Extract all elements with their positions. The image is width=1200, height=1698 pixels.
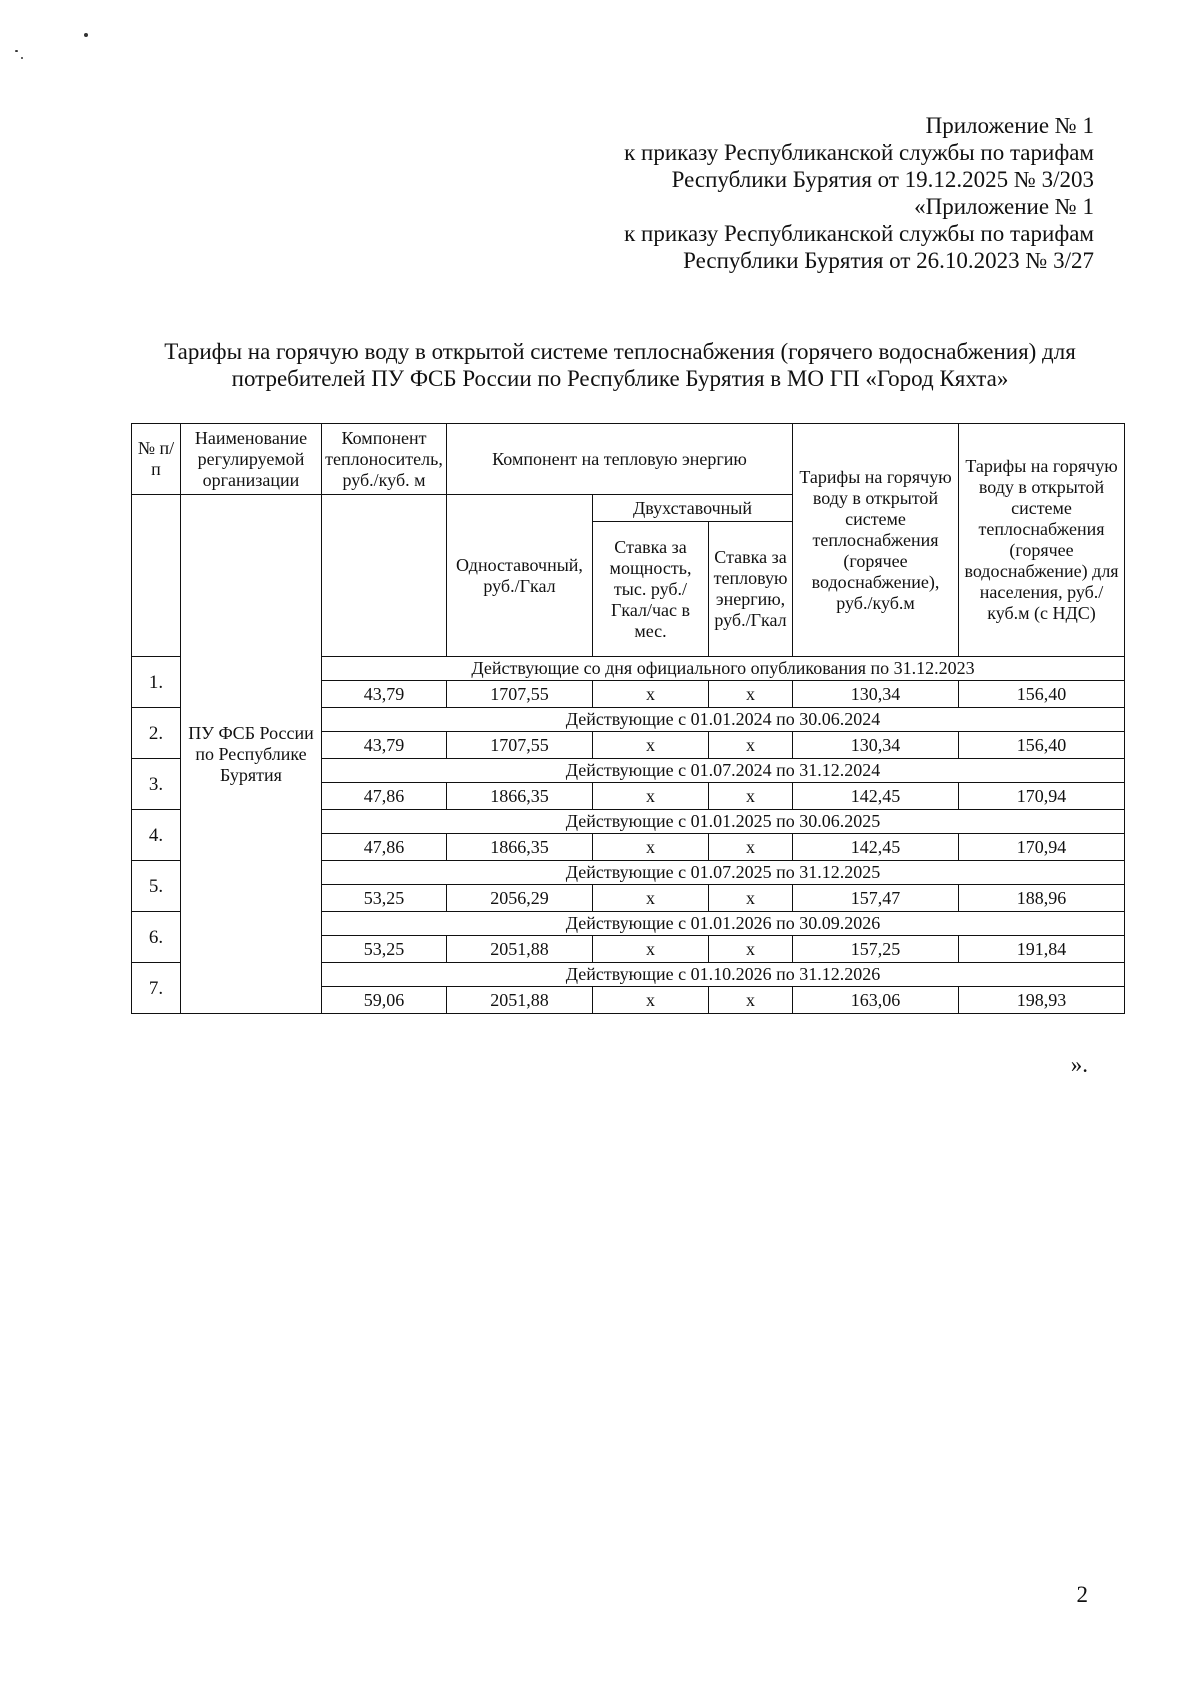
tariff-population-value: 198,93 bbox=[959, 987, 1125, 1014]
capacity-value: х bbox=[593, 987, 709, 1014]
appendix-line: «Приложение № 1 bbox=[914, 194, 1094, 219]
tariff-population-value: 156,40 bbox=[959, 732, 1125, 759]
tariff-value: 157,47 bbox=[793, 885, 959, 912]
capacity-value: х bbox=[593, 885, 709, 912]
row-number: 2. bbox=[132, 708, 181, 759]
scan-speck bbox=[15, 50, 18, 52]
header-empty bbox=[322, 495, 447, 657]
appendix-reference bbox=[624, 112, 1094, 274]
carrier-value: 47,86 bbox=[322, 834, 447, 861]
carrier-value: 43,79 bbox=[322, 681, 447, 708]
header-num: № п/п bbox=[132, 424, 181, 495]
capacity-value: х bbox=[593, 936, 709, 963]
energy-value: х bbox=[709, 681, 793, 708]
carrier-value: 59,06 bbox=[322, 987, 447, 1014]
one-part-value: 2056,29 bbox=[447, 885, 593, 912]
period-label: Действующие с 01.01.2024 по 30.06.2024 bbox=[322, 708, 1125, 732]
tariff-value: 142,45 bbox=[793, 834, 959, 861]
tariff-value: 157,25 bbox=[793, 936, 959, 963]
appendix-line: к приказу Республиканской службы по тарифам bbox=[624, 221, 1094, 246]
tariff-population-value: 170,94 bbox=[959, 783, 1125, 810]
header-heat-component: Компонент на тепловую энергию bbox=[447, 424, 793, 495]
period-label: Действующие с 01.07.2024 по 31.12.2024 bbox=[322, 759, 1125, 783]
period-label: Действующие с 01.10.2026 по 31.12.2026 bbox=[322, 963, 1125, 987]
header-tariff-population: Тарифы на горячую воду в открытой системе теплоснабжения (горячее водоснабжение) для населения, руб./куб.м (с НДС) bbox=[959, 424, 1125, 657]
carrier-value: 53,25 bbox=[322, 936, 447, 963]
tariff-population-value: 188,96 bbox=[959, 885, 1125, 912]
header-tariff: Тарифы на горячую воду в открытой системе теплоснабжения (горячее водоснабжение), руб./куб.м bbox=[793, 424, 959, 657]
energy-value: х bbox=[709, 885, 793, 912]
title-line-1: Тарифы на горячую воду в открытой системе теплоснабжения (горячего водоснабжения) для bbox=[164, 339, 1076, 364]
header-capacity-rate: Ставка за мощность, тыс. руб./Гкал/час в мес. bbox=[593, 522, 709, 657]
header-org: Наименование регулируемой организации bbox=[181, 424, 322, 495]
carrier-value: 43,79 bbox=[322, 732, 447, 759]
period-label: Действующие с 01.01.2026 по 30.09.2026 bbox=[322, 912, 1125, 936]
capacity-value: х bbox=[593, 783, 709, 810]
tariff-value: 142,45 bbox=[793, 783, 959, 810]
closing-quote: ». bbox=[1070, 1052, 1088, 1077]
energy-value: х bbox=[709, 783, 793, 810]
one-part-value: 1707,55 bbox=[447, 732, 593, 759]
period-label: Действующие с 01.01.2025 по 30.06.2025 bbox=[322, 810, 1125, 834]
page-number: 2 bbox=[1076, 1582, 1088, 1607]
row-number: 4. bbox=[132, 810, 181, 861]
scan-speck bbox=[21, 57, 23, 59]
row-number: 3. bbox=[132, 759, 181, 810]
scan-speck bbox=[84, 33, 88, 37]
header-energy-rate: Ставка за тепловую энергию, руб./Гкал bbox=[709, 522, 793, 657]
period-label: Действующие с 01.07.2025 по 31.12.2025 bbox=[322, 861, 1125, 885]
header-carrier: Компонент теплоноситель, руб./куб. м bbox=[322, 424, 447, 495]
appendix-line: Приложение № 1 bbox=[925, 113, 1094, 138]
appendix-line: к приказу Республиканской службы по тарифам bbox=[624, 140, 1094, 165]
tariff-value: 163,06 bbox=[793, 987, 959, 1014]
one-part-value: 1866,35 bbox=[447, 834, 593, 861]
tariff-value: 130,34 bbox=[793, 681, 959, 708]
energy-value: х bbox=[709, 987, 793, 1014]
period-label: Действующие со дня официального опубликования по 31.12.2023 bbox=[322, 657, 1125, 681]
carrier-value: 47,86 bbox=[322, 783, 447, 810]
one-part-value: 2051,88 bbox=[447, 936, 593, 963]
one-part-value: 2051,88 bbox=[447, 987, 593, 1014]
header-two-part: Двухставочный bbox=[593, 495, 793, 522]
row-number: 7. bbox=[132, 963, 181, 1014]
capacity-value: х bbox=[593, 834, 709, 861]
document-title bbox=[130, 338, 1110, 392]
org-name: ПУ ФСБ России по Республике Бурятия bbox=[181, 495, 322, 1014]
capacity-value: х bbox=[593, 732, 709, 759]
header-one-part: Одноставочный, руб./Гкал bbox=[447, 495, 593, 657]
appendix-line: Республики Бурятия от 19.12.2025 № 3/203 bbox=[671, 167, 1094, 192]
tariff-value: 130,34 bbox=[793, 732, 959, 759]
row-number: 6. bbox=[132, 912, 181, 963]
tariff-population-value: 156,40 bbox=[959, 681, 1125, 708]
row-number: 1. bbox=[132, 657, 181, 708]
row-number: 5. bbox=[132, 861, 181, 912]
header-empty bbox=[132, 495, 181, 657]
tariff-table bbox=[131, 423, 1125, 1014]
carrier-value: 53,25 bbox=[322, 885, 447, 912]
tariff-population-value: 191,84 bbox=[959, 936, 1125, 963]
title-line-2: потребителей ПУ ФСБ России по Республике Бурятия в МО ГП «Город Кяхта» bbox=[231, 366, 1009, 391]
energy-value: х bbox=[709, 834, 793, 861]
one-part-value: 1707,55 bbox=[447, 681, 593, 708]
capacity-value: х bbox=[593, 681, 709, 708]
energy-value: х bbox=[709, 936, 793, 963]
one-part-value: 1866,35 bbox=[447, 783, 593, 810]
tariff-population-value: 170,94 bbox=[959, 834, 1125, 861]
appendix-line: Республики Бурятия от 26.10.2023 № 3/27 bbox=[683, 248, 1094, 273]
energy-value: х bbox=[709, 732, 793, 759]
